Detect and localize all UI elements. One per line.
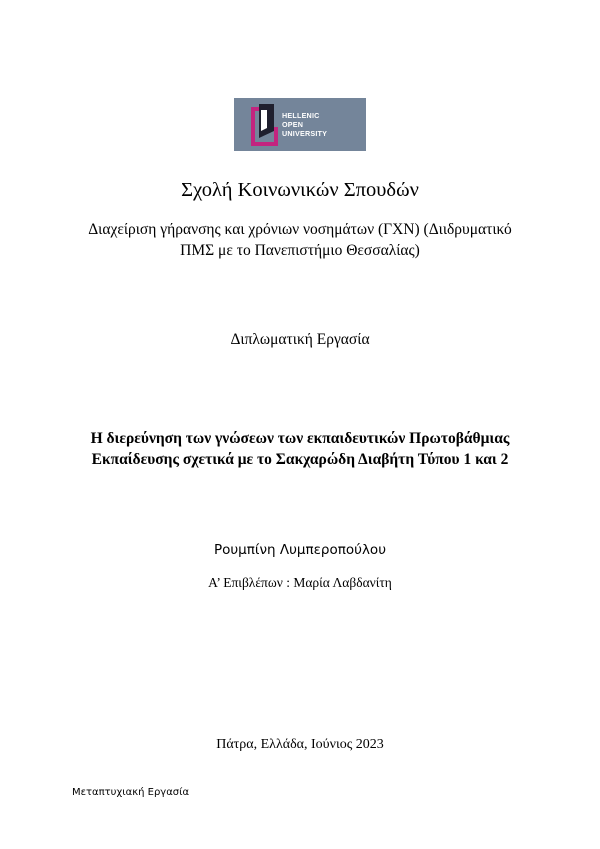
supervisor: Α’ Επιβλέπων : Μαρία Λαβδανίτη: [208, 575, 392, 590]
program-name: [60, 219, 540, 261]
logo-line-2: OPEN: [282, 120, 304, 129]
logo-wordmark: [282, 111, 327, 138]
thesis-type: Διπλωματική Εργασία: [230, 331, 370, 348]
thesis-title: [40, 428, 560, 470]
place-date: Πάτρα, Ελλάδα, Ιούνιος 2023: [216, 737, 384, 752]
program-line-1: Διαχείριση γήρανσης και χρόνιων νοσημάτων (ΓΧΝ) (Διιδρυματικό: [88, 221, 512, 238]
university-logo: [234, 98, 366, 151]
logo-line-1: HELLENIC: [282, 111, 320, 120]
title-line-1: Η διερεύνηση των γνώσεων των εκπαιδευτικών Πρωτοβάθμιας: [90, 430, 510, 447]
logo-line-3: UNIVERSITY: [282, 129, 328, 138]
page-footer: Μεταπτυχιακή Εργασία: [72, 787, 190, 798]
author-name: Ρουμπίνη Λυμπεροπούλου: [213, 542, 387, 558]
title-line-2: Εκπαίδευσης σχετικά με το Σακχαρώδη Διαβήτη Τύπου 1 και 2: [91, 451, 509, 468]
program-line-2: ΠΜΣ με το Πανεπιστήμιο Θεσσαλίας): [180, 242, 420, 259]
school-name: Σχολή Κοινωνικών Σπουδών: [181, 179, 419, 201]
